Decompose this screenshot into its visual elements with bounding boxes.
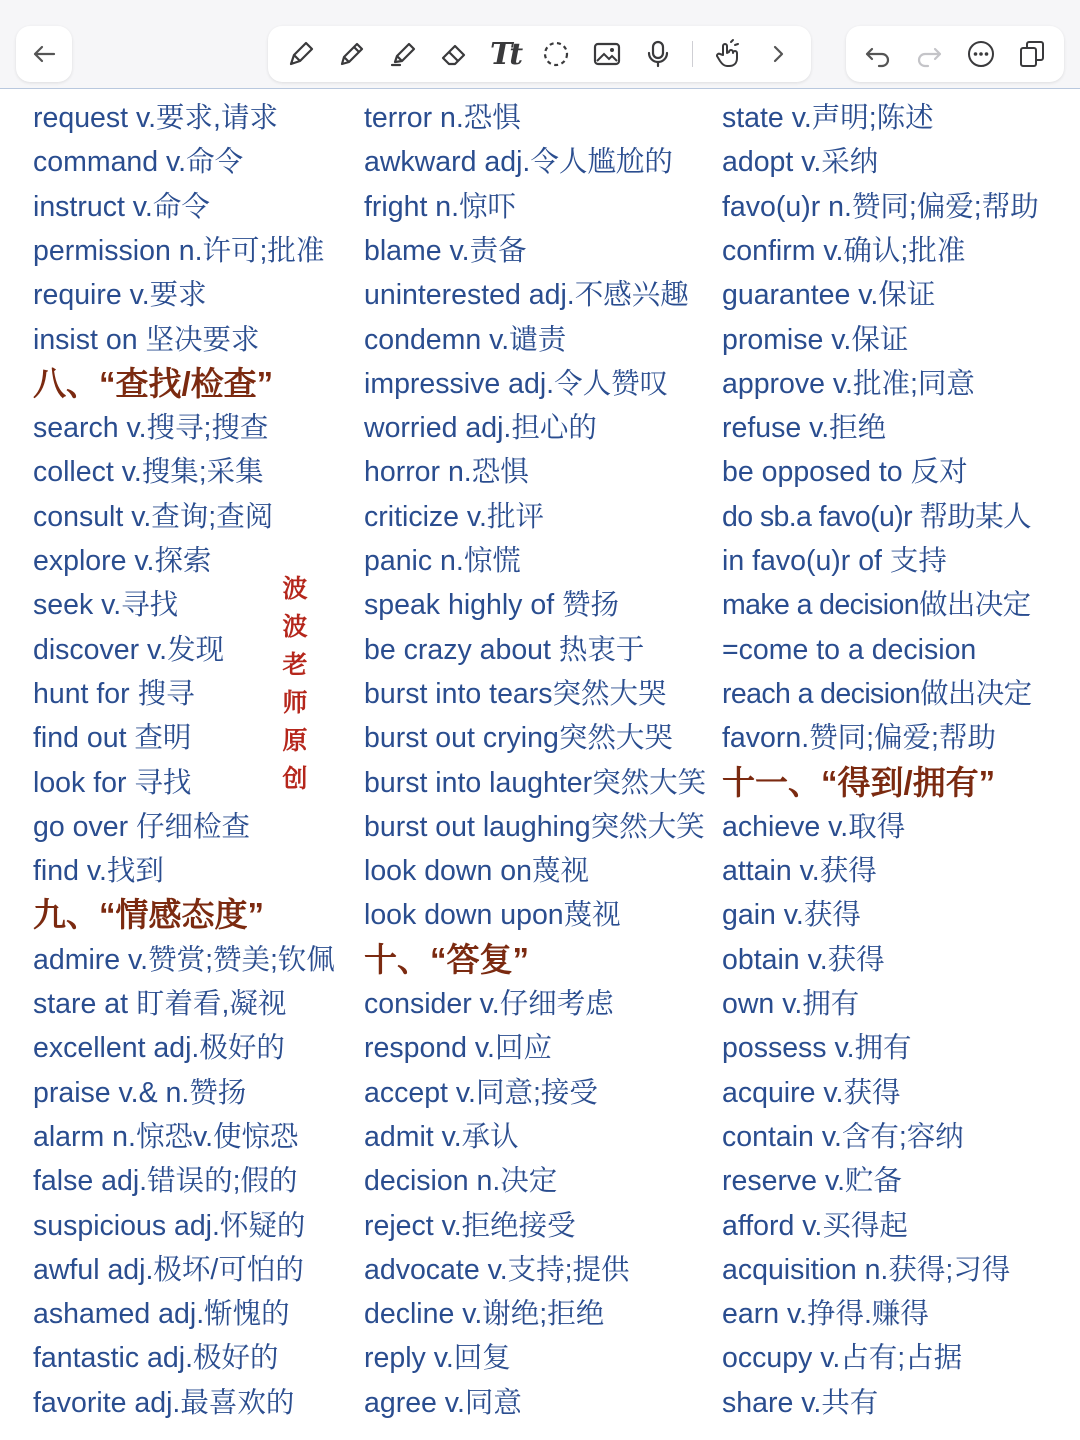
more-icon[interactable] [964,37,998,71]
vocab-entry: request v.要求,请求 [33,102,278,134]
vocab-entry: contain v.含有;容纳 [722,1120,964,1153]
watermark-char: 师 [282,689,308,717]
vocab-entry: agree v.同意 [364,1386,522,1419]
vocab-entry: decision n.决定 [364,1165,558,1198]
vocab-entry: respond v.回应 [364,1032,552,1065]
vocab-entry: suspicious adj.怀疑的 [33,1209,306,1242]
vocab-entry: refuse v.拒绝 [722,412,887,445]
vocab-entry: find out 查明 [33,722,192,755]
vocab-entry: go over 仔细检查 [33,810,250,843]
vocab-entry: look down upon蔑视 [364,899,621,932]
vocab-entry: gain v.获得 [722,899,861,932]
vocab-entry: confirm v.确认;批准 [722,234,966,267]
vocab-entry: condemn v.谴责 [364,323,567,356]
vocab-entry: ashamed adj.惭愧的 [33,1298,290,1331]
vocab-entry: seek v.寻找 [33,589,179,622]
vocab-entry: burst out laughing突然大笑 [364,810,705,843]
vocab-entry: require v.要求 [33,279,207,312]
vocab-entry: acquire v.获得 [722,1076,901,1109]
vocab-entry: favorn.赞同;偏爱;帮助 [722,722,996,755]
vocab-entry: hunt for 搜寻 [33,677,195,710]
chevron-right-icon[interactable] [761,37,795,71]
vocab-entry: collect v.搜集;采集 [33,456,264,489]
vocab-entry: decline v.谢绝;拒绝 [364,1298,605,1331]
vocab-entry: reject v.拒绝接受 [364,1209,576,1242]
vocab-entry: look down on蔑视 [364,855,589,888]
vocab-entry: favorite adj.最喜欢的 [33,1386,295,1419]
touch-hand-icon[interactable] [710,37,744,71]
vocab-entry: awful adj.极坏/可怕的 [33,1253,304,1286]
vocab-entry: share v.共有 [722,1386,879,1419]
vocab-entry: possess v.拥有 [722,1032,912,1065]
vocab-entry: awkward adj.令人尴尬的 [364,146,673,179]
vocab-entry: horror n.恐惧 [364,456,529,489]
vocab-entry: look for 寻找 [33,766,192,799]
vocab-entry: criticize v.批评 [364,500,544,533]
vocab-entry: own v.拥有 [722,988,860,1020]
pencil-icon[interactable] [335,37,369,71]
vocab-entry: excellent adj.极好的 [33,1032,285,1065]
vocab-entry: false adj.错误的;假的 [33,1165,298,1198]
author-watermark [280,570,310,798]
vocab-entry: admit v.承认 [364,1120,519,1153]
microphone-icon[interactable] [641,37,675,71]
section-heading: 八、“查找/检查” [33,364,274,402]
vocab-entry: burst into tears突然大哭 [364,677,667,710]
vocab-entry: consider v.仔细考虑 [364,988,614,1020]
vocab-entry: uninterested adj.不感兴趣 [364,279,689,312]
vocab-entry: in favo(u)r of 支持 [722,545,947,577]
redo-icon[interactable] [912,37,946,71]
vocab-entry: attain v.获得 [722,855,877,888]
vocab-entry: acquisition n.获得;习得 [722,1253,1011,1286]
top-toolbar [0,0,1080,89]
vocab-entry: search v.搜寻;搜查 [33,412,269,445]
vocab-entry: reserve v.贮备 [722,1165,903,1198]
vocab-entry: permission n.许可;批准 [33,234,325,267]
watermark-char: 原 [282,727,308,755]
vocab-entry: make a decision做出决定 [722,589,1031,622]
vocab-entry: panic n.惊慌 [364,545,521,577]
vocab-entry: reply v.回复 [364,1342,511,1375]
vocab-entry: favo(u)r n.赞同;偏爱;帮助 [722,190,1039,223]
vocab-entry: impressive adj.令人赞叹 [364,367,669,400]
vocab-entry: guarantee v.保证 [722,279,936,312]
vocab-entry: discover v.发现 [33,633,225,666]
vocab-entry: afford v.买得起 [722,1209,908,1242]
undo-icon[interactable] [861,37,895,71]
vocab-entry: praise v.& n.赞扬 [33,1076,247,1109]
back-button[interactable] [16,26,72,82]
vocab-entry: advocate v.支持;提供 [364,1253,630,1286]
vocab-entry: fantastic adj.极好的 [33,1342,279,1375]
text-tool-icon[interactable]: Tt [489,36,521,72]
lasso-icon[interactable] [539,37,573,71]
vocab-entry: achieve v.取得 [722,810,906,843]
vocab-entry: find v.找到 [33,855,164,888]
pages-icon[interactable] [1015,37,1049,71]
vocab-entry: admire v.赞赏;赞美;钦佩 [33,943,335,976]
vocab-entry: stare at 盯着看,凝视 [33,988,287,1020]
image-icon[interactable] [590,37,624,71]
vocab-entry: approve v.批准;同意 [722,367,975,400]
vocab-entry: burst out crying突然大哭 [364,722,673,755]
highlighter-icon[interactable] [386,37,420,71]
vocab-entry: obtain v.获得 [722,943,885,976]
section-heading: 十一、“得到/拥有” [722,763,996,801]
vocab-entry: command v.命令 [33,146,244,179]
vocab-entry: consult v.查询;查阅 [33,500,274,533]
arrow-left-icon [27,37,61,71]
vocab-entry: accept v.同意;接受 [364,1076,598,1109]
vocab-entry: alarm n.惊恐v.使惊恐 [33,1120,299,1153]
vocab-entry: do sb.a favo(u)r 帮助某人 [722,500,1031,533]
section-heading: 九、“情感态度” [33,896,264,934]
vocab-entry: worried adj.担心的 [364,412,597,445]
vocab-entry: adopt v.采纳 [722,146,879,179]
section-heading: 十、“答复” [364,940,529,978]
watermark-char: 波 [282,613,308,641]
vocab-entry: occupy v.占有;占据 [722,1342,963,1375]
watermark-char: 老 [282,651,308,679]
vocab-entry: state v.声明;陈述 [722,102,934,134]
pen-icon[interactable] [284,37,318,71]
vocab-entry: terror n.恐惧 [364,102,521,134]
vocab-entry: promise v.保证 [722,323,909,356]
watermark-char: 创 [282,765,308,793]
vocab-entry: reach a decision做出决定 [722,677,1032,710]
eraser-icon[interactable] [437,37,471,71]
drawing-tools [268,26,811,82]
vocab-entry: blame v.责备 [364,234,527,267]
history-tools [846,26,1064,82]
vocab-entry: insist on 坚决要求 [33,323,260,356]
toolbar-divider [692,41,693,67]
vocab-entry: be opposed to 反对 [722,456,968,489]
vocab-entry: fright n.惊吓 [364,190,517,223]
vocab-entry: burst into laughter突然大笑 [364,766,707,799]
vocab-entry: =come to a decision [722,633,977,666]
vocab-entry: instruct v.命令 [33,190,210,223]
vocab-entry: explore v.探索 [33,545,212,577]
vocab-entry: be crazy about 热衷于 [364,633,645,666]
vocab-entry: speak highly of 赞扬 [364,589,620,622]
vocab-entry: earn v.挣得.赚得 [722,1298,929,1331]
watermark-char: 波 [282,575,308,603]
